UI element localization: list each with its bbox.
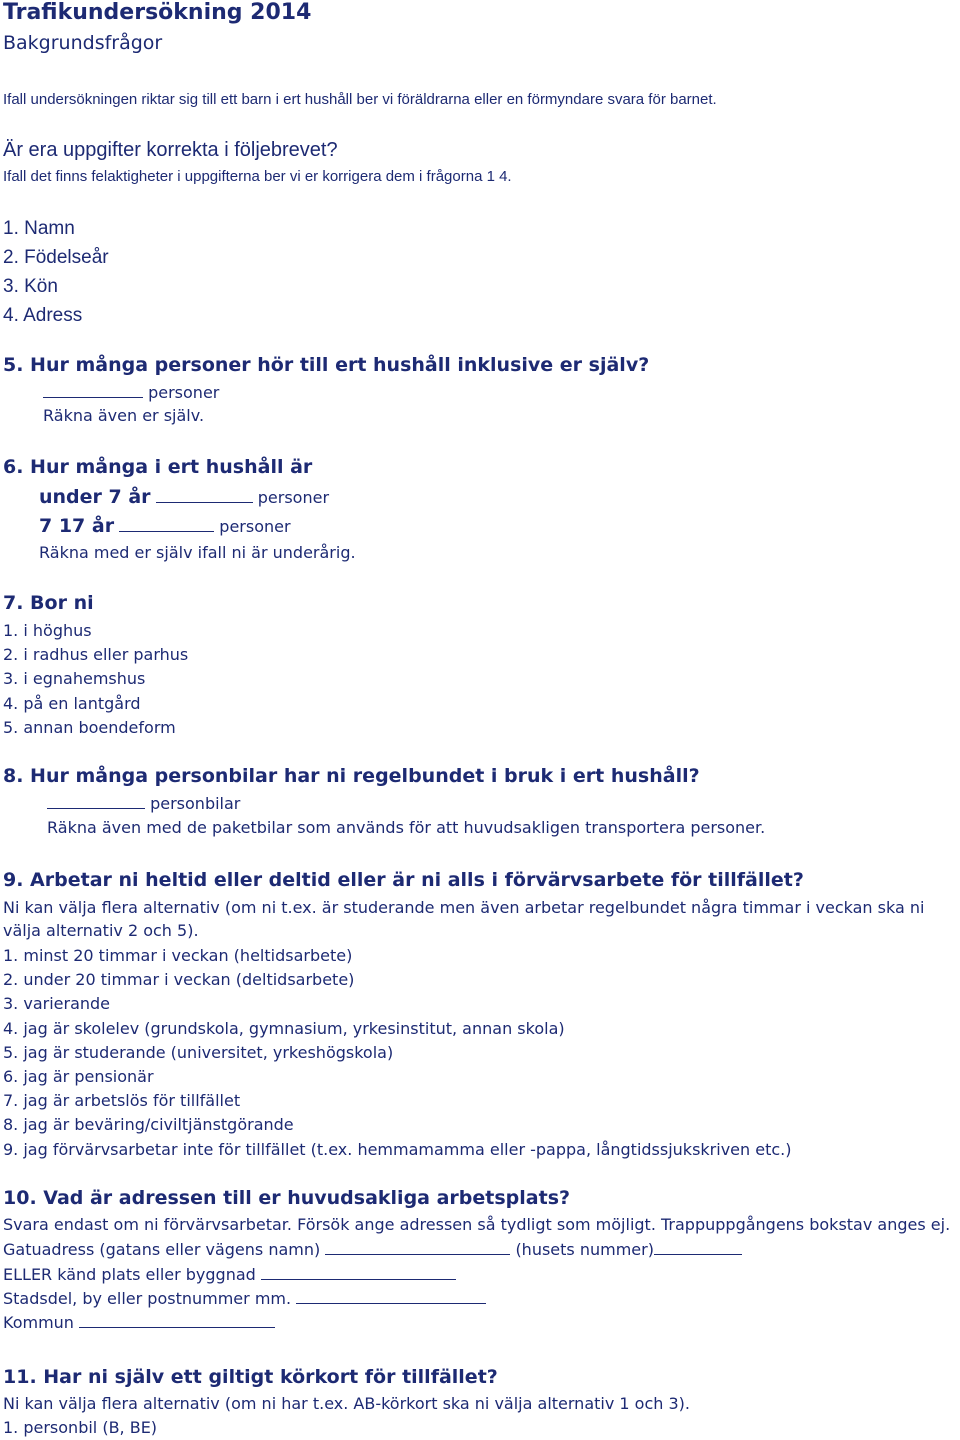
q10-municipality-label: Kommun <box>3 1313 74 1332</box>
q6-row-7to17 <box>39 515 291 537</box>
verify-item: 3. Kön <box>3 276 58 297</box>
q6-row1-label: under 7 år <box>39 486 151 508</box>
q6-label: 6. Hur många i ert hushåll är <box>3 456 313 478</box>
q10-label: 10. Vad är adressen till er huvudsakliga arbetsplats? <box>3 1187 571 1209</box>
q6-row2-field[interactable] <box>119 516 214 532</box>
q9-option[interactable]: 8. jag är beväring/civiltjänstgörande <box>3 1115 294 1135</box>
q8-label: 8. Hur många personbilar har ni regelbundet i bruk i ert hushåll? <box>3 765 700 787</box>
q5-hint: Räkna även er själv. <box>43 406 205 425</box>
q9-option[interactable]: 5. jag är studerande (universitet, yrkeshögskola) <box>3 1042 394 1062</box>
street-field[interactable] <box>325 1239 510 1255</box>
q6-hint: Räkna med er själv ifall ni är underårig. <box>39 543 356 562</box>
q5-unit: personer <box>148 383 220 402</box>
q10-street-label: Gatuadress (gatans eller vägens namn) <box>3 1240 321 1259</box>
q7-option[interactable]: 2. i radhus eller parhus <box>3 645 189 665</box>
q6-row1-field[interactable] <box>156 487 253 503</box>
q10-number-label: (husets nummer) <box>515 1240 654 1259</box>
q11-label: 11. Har ni själv ett giltigt körkort för tillfället? <box>3 1366 498 1388</box>
house-number-field[interactable] <box>654 1239 742 1255</box>
q8-answer-field[interactable] <box>47 793 145 809</box>
survey-subtitle: Bakgrundsfrågor <box>3 32 163 54</box>
q9-option[interactable]: 7. jag är arbetslös för tillfället <box>3 1091 241 1111</box>
q9-option[interactable]: 4. jag är skolelev (grundskola, gymnasium, yrkesinstitut, annan skola) <box>3 1018 565 1038</box>
verify-note: Ifall det finns felaktigheter i uppgifterna ber vi er korrigera dem i frågorna 1 4. <box>3 168 512 185</box>
q9-label: 9. Arbetar ni heltid eller deltid eller är ni alls i förvärvsarbete för tillfället? <box>3 869 804 891</box>
q8-unit: personbilar <box>150 794 241 813</box>
q7-label: 7. Bor ni <box>3 592 94 614</box>
verify-item: 1. Namn <box>3 218 75 239</box>
verify-question: Är era uppgifter korrekta i följebrevet? <box>3 139 338 161</box>
district-field[interactable] <box>296 1288 486 1304</box>
q10-place-row <box>3 1264 456 1284</box>
q9-option[interactable]: 3. varierande <box>3 994 111 1014</box>
q10-street-row <box>3 1239 742 1259</box>
q9-options <box>3 944 791 1162</box>
q6-row2-unit: personer <box>219 517 291 536</box>
q10-place-label: ELLER känd plats eller byggnad <box>3 1265 256 1284</box>
q7-option[interactable]: 5. annan boendeform <box>3 717 176 737</box>
q5-answer-row <box>43 382 219 402</box>
q6-row2-label: 7 17 år <box>39 515 115 537</box>
survey-title: Trafikundersökning 2014 <box>3 0 312 25</box>
q7-option[interactable]: 1. i höghus <box>3 621 92 640</box>
verify-items <box>3 214 109 330</box>
q6-row-under7 <box>39 486 329 508</box>
intro-text: Ifall undersökningen riktar sig till ett barn i ert hushåll ber vi föräldrarna eller en förmyndare svara för barnet. <box>3 91 717 108</box>
q11-hint: Ni kan välja flera alternativ (om ni har t.ex. AB-körkort ska ni välja alternativ 1 och 3). <box>3 1394 690 1413</box>
q9-option[interactable]: 6. jag är pensionär <box>3 1067 154 1087</box>
place-field[interactable] <box>261 1264 456 1280</box>
q10-municipality-row <box>3 1312 275 1332</box>
q10-hint: Svara endast om ni förvärvsarbetar. Försök ange adressen så tydligt som möjligt. Trappuppgångens bokstav anges ej. <box>3 1215 951 1234</box>
verify-item: 4. Adress <box>3 305 83 326</box>
q7-option[interactable]: 4. på en lantgård <box>3 693 141 713</box>
q7-option[interactable]: 3. i egnahemshus <box>3 669 146 689</box>
q5-answer-field[interactable] <box>43 382 143 398</box>
q7-options <box>3 619 188 740</box>
q10-district-row <box>3 1288 486 1308</box>
q8-hint: Räkna även med de paketbilar som används för att huvudsakligen transportera personer. <box>47 818 766 837</box>
q10-district-label: Stadsdel, by eller postnummer mm. <box>3 1289 292 1308</box>
q9-option[interactable]: 2. under 20 timmar i veckan (deltidsarbete) <box>3 970 355 990</box>
verify-item: 2. Födelseår <box>3 247 109 268</box>
q9-hint: Ni kan välja flera alternativ (om ni t.ex. är studerande men även arbetar regelbundet några timmar i veckan ska ni välja alternativ 2 och 5). <box>3 898 925 940</box>
municipality-field[interactable] <box>79 1312 275 1328</box>
q8-answer-row <box>47 793 240 813</box>
q5-label: 5. Hur många personer hör till ert hushåll inklusive er själv? <box>3 354 650 376</box>
q11-option[interactable]: 1. personbil (B, BE) <box>3 1418 158 1437</box>
q9-option[interactable]: 1. minst 20 timmar i veckan (heltidsarbete) <box>3 946 353 965</box>
q6-row1-unit: personer <box>257 488 330 507</box>
q9-option[interactable]: 9. jag förvärvsarbetar inte för tillfället (t.ex. hemmamamma eller -pappa, långtidssjukskriven etc.) <box>3 1139 792 1159</box>
